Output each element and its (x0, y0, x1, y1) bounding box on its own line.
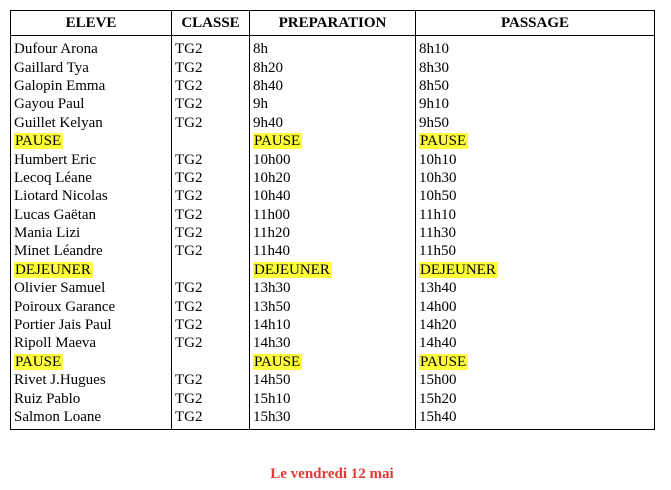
passage-time-cell (416, 261, 655, 279)
passage-time-cell: 10h30 (416, 169, 655, 187)
student-name-cell: Liotard Nicolas (11, 187, 172, 205)
table-row (11, 242, 655, 260)
class-cell: TG2 (172, 114, 250, 132)
break-label: DEJEUNER (420, 261, 496, 278)
break-row (11, 132, 655, 150)
class-cell: TG2 (172, 389, 250, 407)
preparation-time-cell: 10h20 (250, 169, 416, 187)
class-cell (172, 353, 250, 371)
student-name-cell (11, 353, 172, 371)
student-name-cell: Salmon Loane (11, 408, 172, 430)
header-classe: CLASSE (172, 11, 250, 36)
class-cell: TG2 (172, 58, 250, 76)
preparation-time-cell: 8h40 (250, 77, 416, 95)
passage-time-cell: 10h50 (416, 187, 655, 205)
preparation-time-cell (250, 132, 416, 150)
header-preparation: PREPARATION (250, 11, 416, 36)
student-name-cell: Humbert Eric (11, 150, 172, 168)
class-cell: TG2 (172, 95, 250, 113)
class-cell (172, 261, 250, 279)
class-cell: TG2 (172, 206, 250, 224)
student-name-cell: Rivet J.Hugues (11, 371, 172, 389)
class-cell: TG2 (172, 224, 250, 242)
table-row (11, 279, 655, 297)
class-cell: TG2 (172, 150, 250, 168)
table-row (11, 95, 655, 113)
student-name-cell: Lucas Gaëtan (11, 206, 172, 224)
table-row (11, 58, 655, 76)
passage-time-cell (416, 132, 655, 150)
passage-time-cell: 13h40 (416, 279, 655, 297)
break-label: PAUSE (15, 133, 62, 150)
class-cell: TG2 (172, 408, 250, 430)
passage-time-cell: 9h10 (416, 95, 655, 113)
passage-time-cell: 15h00 (416, 371, 655, 389)
table-row (11, 371, 655, 389)
preparation-time-cell: 11h20 (250, 224, 416, 242)
exam-date: Le vendredi 12 mai (270, 466, 394, 482)
break-label: PAUSE (254, 133, 301, 150)
schedule-table (10, 10, 655, 430)
student-name-cell: Dufour Arona (11, 36, 172, 59)
passage-time-cell: 11h50 (416, 242, 655, 260)
class-cell (172, 132, 250, 150)
preparation-time-cell: 10h40 (250, 187, 416, 205)
preparation-time-cell (250, 261, 416, 279)
class-cell: TG2 (172, 36, 250, 59)
class-cell: TG2 (172, 334, 250, 352)
student-name-cell: Gayou Paul (11, 95, 172, 113)
table-row (11, 316, 655, 334)
preparation-time-cell: 9h40 (250, 114, 416, 132)
table-row (11, 77, 655, 95)
class-cell: TG2 (172, 279, 250, 297)
passage-time-cell: 14h20 (416, 316, 655, 334)
preparation-time-cell: 11h40 (250, 242, 416, 260)
class-cell: TG2 (172, 169, 250, 187)
passage-time-cell: 15h40 (416, 408, 655, 430)
passage-time-cell: 8h30 (416, 58, 655, 76)
student-name-cell: Minet Léandre (11, 242, 172, 260)
table-row (11, 224, 655, 242)
break-label: DEJEUNER (15, 261, 91, 278)
student-name-cell: Olivier Samuel (11, 279, 172, 297)
passage-time-cell (416, 353, 655, 371)
table-row (11, 187, 655, 205)
preparation-time-cell: 14h30 (250, 334, 416, 352)
passage-time-cell: 14h00 (416, 297, 655, 315)
passage-time-cell: 9h50 (416, 114, 655, 132)
table-row (11, 36, 655, 59)
break-label: DEJEUNER (254, 261, 330, 278)
student-name-cell: Galopin Emma (11, 77, 172, 95)
passage-time-cell: 11h30 (416, 224, 655, 242)
class-cell: TG2 (172, 242, 250, 260)
schedule-body (11, 36, 655, 430)
header-row (11, 11, 655, 36)
student-name-cell: Ruiz Pablo (11, 389, 172, 407)
preparation-time-cell: 13h50 (250, 297, 416, 315)
student-name-cell: Guillet Kelyan (11, 114, 172, 132)
student-name-cell: Ripoll Maeva (11, 334, 172, 352)
table-row (11, 408, 655, 430)
class-cell: TG2 (172, 371, 250, 389)
table-row (11, 334, 655, 352)
preparation-time-cell: 9h (250, 95, 416, 113)
passage-time-cell: 8h50 (416, 77, 655, 95)
break-label: PAUSE (254, 353, 301, 370)
table-row (11, 150, 655, 168)
break-label: PAUSE (15, 353, 62, 370)
table-row (11, 297, 655, 315)
student-name-cell: Portier Jais Paul (11, 316, 172, 334)
passage-time-cell: 8h10 (416, 36, 655, 59)
student-name-cell (11, 261, 172, 279)
passage-time-cell: 11h10 (416, 206, 655, 224)
preparation-time-cell: 8h (250, 36, 416, 59)
table-row (11, 114, 655, 132)
preparation-time-cell: 13h30 (250, 279, 416, 297)
class-cell: TG2 (172, 187, 250, 205)
preparation-time-cell: 15h30 (250, 408, 416, 430)
student-name-cell (11, 132, 172, 150)
student-name-cell: Poiroux Garance (11, 297, 172, 315)
passage-time-cell: 14h40 (416, 334, 655, 352)
break-label: PAUSE (420, 353, 467, 370)
header-eleve: ELEVE (11, 11, 172, 36)
preparation-time-cell (250, 353, 416, 371)
class-cell: TG2 (172, 316, 250, 334)
preparation-time-cell: 14h50 (250, 371, 416, 389)
student-name-cell: Mania Lizi (11, 224, 172, 242)
break-row (11, 261, 655, 279)
preparation-time-cell: 11h00 (250, 206, 416, 224)
table-row (11, 169, 655, 187)
preparation-time-cell: 14h10 (250, 316, 416, 334)
student-name-cell: Lecoq Léane (11, 169, 172, 187)
preparation-time-cell: 15h10 (250, 389, 416, 407)
class-cell: TG2 (172, 297, 250, 315)
break-label: PAUSE (420, 133, 467, 150)
table-row (11, 206, 655, 224)
passage-time-cell: 15h20 (416, 389, 655, 407)
table-row (11, 389, 655, 407)
student-name-cell: Gaillard Tya (11, 58, 172, 76)
header-passage: PASSAGE (416, 11, 655, 36)
class-cell: TG2 (172, 77, 250, 95)
break-row (11, 353, 655, 371)
preparation-time-cell: 8h20 (250, 58, 416, 76)
passage-time-cell: 10h10 (416, 150, 655, 168)
preparation-time-cell: 10h00 (250, 150, 416, 168)
